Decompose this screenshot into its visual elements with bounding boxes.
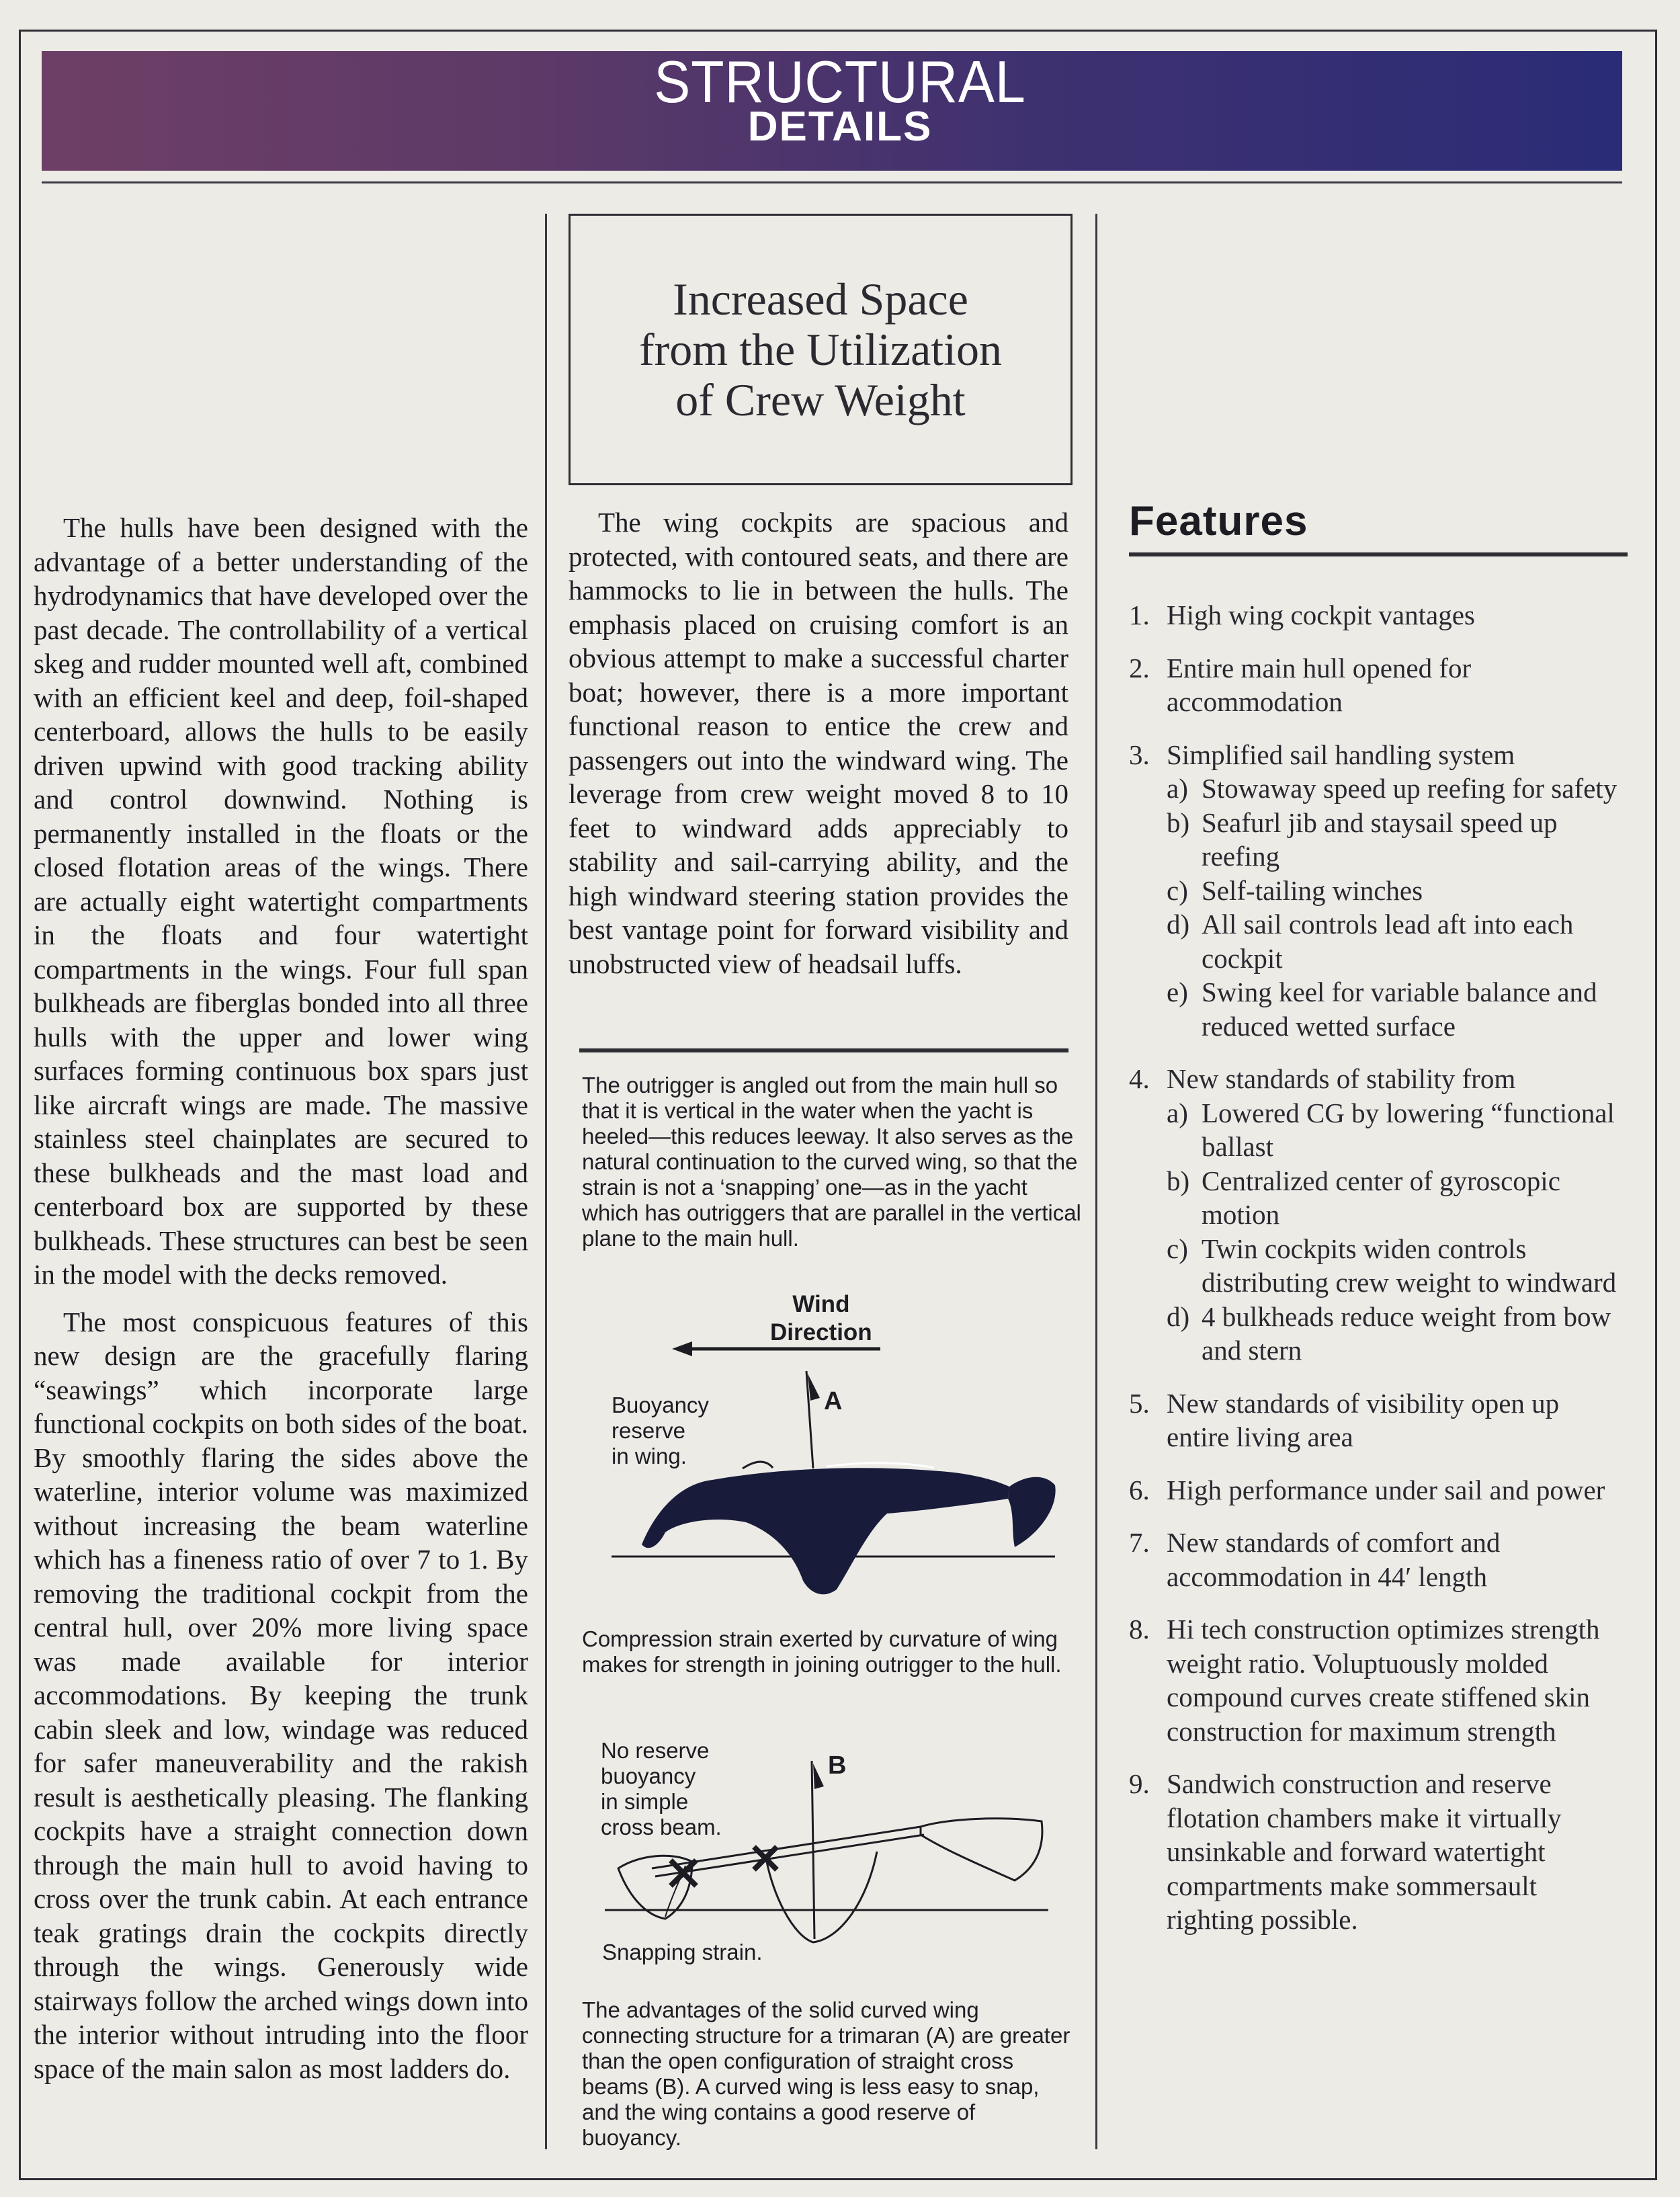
diagram-b-letter: B xyxy=(828,1751,847,1780)
advantages-caption: The advantages of the solid curved wing connecting structure for a trimaran (A) are greater than the open configuration of straight cross beams (B). A curved wing is less easy to snap, and the wing contains a good reserve of buoyancy. xyxy=(582,1997,1070,2150)
column-divider-left xyxy=(545,214,547,2149)
feature-subitem: d) 4 bulkheads reduce weight from bow and stern xyxy=(1167,1300,1611,1366)
sidebar-title-line: Increased Space xyxy=(673,273,968,325)
feature-subitem: b) Centralized center of gyroscopic motion xyxy=(1167,1165,1560,1230)
crew-weight-paragraph: The wing cockpits are spacious and protected, with contoured seats, and there are hammocks to lie in between the hulls. The emphasis placed on cruising comfort is an obvious attempt to make a successful charter boat; however, there is a more important functional reason to entice the crew and passengers out into the windward wing. The leverage from crew weight moved 8 to 10 feet to windward adds appreciably to stability and sail-carrying ability, and the high windward steering station provides the best vantage point for forward visibility and unobstructed view of headsail luffs. xyxy=(569,507,1068,979)
feature-item: 8. Hi tech construction optimizes strength weight ratio. Voluptuously molded compound curves create stiffened skin construction for maximum strength xyxy=(1129,1614,1600,1747)
feature-item: 7. New standards of comfort and accommodation in 44′ length xyxy=(1129,1527,1501,1592)
header-title-structural: STRUCTURAL xyxy=(654,48,1026,115)
hulls-paragraph: The hulls have been designed with the advantage of a better understanding of the hydrodynamics that have developed over the past decade. The controllability of a vertical skeg and rudder mounted well aft, combined with an efficient keel and deep, foil-shaped centerboard, allows the hulls to be easily driven upwind with good tracking ability and control downwind. Nothing is permanently installed in the floats or the closed flotation areas of the wings. There are actually eight watertight compartments in the floats and four watertight compartments in the wings. Four full span bulkheads are fiberglas bonded into all three hulls with the upper and lower wing surfaces forming continuous box spars just like aircraft wings are made. The massive stainless steel chainplates are secured to these bulkheads and the mast load and centerboard box are supported by these bulkheads. These structures can best be seen in the model with the decks removed. xyxy=(34,512,528,1290)
features-list xyxy=(1129,598,1626,1956)
features-rule xyxy=(1129,552,1628,556)
buoyancy-reserve-label: Buoyancy reserve in wing. xyxy=(612,1393,709,1468)
feature-subitem: b) Seafurl jib and staysail speed up reefing xyxy=(1167,806,1558,872)
feature-subitem: a) Lowered CG by lowering “functional ballast xyxy=(1167,1097,1615,1162)
cross-beam-hull-outline xyxy=(605,1761,1048,1942)
no-reserve-label: No reserve buoyancy in simple cross beam. xyxy=(601,1738,722,1839)
feature-item: 9. Sandwich construction and reserve flotation chambers make it virtually unsinkable and forward watertight compartments make sommersault righting possible. xyxy=(1129,1768,1562,1935)
crew-weight-text xyxy=(569,505,1068,981)
sidebar-title-box xyxy=(569,214,1073,485)
snapping-strain-label: Snapping strain. xyxy=(602,1940,763,1964)
feature-item: 6. High performance under sail and power xyxy=(1129,1474,1605,1505)
sidebar-title-line: from the Utilization xyxy=(638,323,1003,375)
outrigger-caption: The outrigger is angled out from the main hull so that it is vertical in the water when the yacht is heeled—this reduces leeway. It also serves as the natural continuation to the curved wing, so that the strain is not a ‘snapping’ one—as in the yacht which has outriggers that are parallel in the vertical plane to the main hull. xyxy=(582,1073,1081,1251)
left-column-text xyxy=(34,511,528,2085)
feature-item: 1. High wing cockpit vantages xyxy=(1129,599,1475,630)
feature-item: 4. New standards of stability from a) Lowered CG by lowering “functional ballast b) Centralized center of gyroscopic motion c) Twin cockpits widen controls distributing crew weight to windward d) 4 bulkheads reduce weight from bow and stern xyxy=(1129,1062,1626,1368)
header-title-details: DETAILS xyxy=(747,103,933,150)
wind-direction-label: Wind Direction xyxy=(770,1291,872,1345)
trimaran-wing-diagram xyxy=(571,1331,1095,1613)
feature-subitem: e) Swing keel for variable balance and reduced wetted surface xyxy=(1167,977,1597,1042)
feature-subitem: d) All sail controls lead aft into each cockpit xyxy=(1167,909,1574,974)
feature-item: 3. Simplified sail handling system a) Stowaway speed up reefing for safety b) Seafurl jib and staysail speed up reefing c) Self-tailing winches d) All sail controls lead aft into each cockpit e) Swing keel for variable balance and reduced wetted surface xyxy=(1129,738,1626,1044)
wind-arrow xyxy=(672,1341,880,1356)
curved-wing-hull-silhouette xyxy=(612,1371,1056,1594)
diagram-a-letter: A xyxy=(824,1387,843,1415)
features-title: Features xyxy=(1129,498,1308,544)
feature-subitem: c) Twin cockpits widen controls distributing crew weight to windward xyxy=(1167,1233,1617,1298)
compression-strain-caption: Compression strain exerted by curvature of wing makes for strength in joining outrigger to the hull. xyxy=(582,1626,1062,1677)
column-divider-right xyxy=(1095,214,1097,2149)
header-rule xyxy=(42,181,1622,183)
feature-item: 5. New standards of visibility open up entire living area xyxy=(1129,1387,1560,1452)
feature-subitem: a) Stowaway speed up reefing for safety xyxy=(1167,773,1618,804)
feature-item: 2. Entire main hull opened for accommodation xyxy=(1129,652,1472,717)
feature-subitem: c) Self-tailing winches xyxy=(1167,874,1423,906)
middle-divider-rule xyxy=(579,1048,1068,1052)
cross-beam-diagram xyxy=(571,1734,1095,1956)
seawings-paragraph: The most conspicuous features of this new design are the gracefully flaring “seawings” which incorporate large functional cockpits on both sides of the boat. By smoothly flaring the sides above the waterline, interior volume was maximized without increasing the beam waterline which has a fineness ratio of over 7 to 1. By removing the traditional cockpit from the central hull, over 20% more living space was made available for interior accommodations. By keeping the trunk cabin sleek and low, windage was reduced for safer maneuverability and the rakish result is aesthetically pleasing. The flanking cockpits have a straight connection down through the main hull to avoid having to cross over the trunk cabin. At each entrance teak gratings drain the cockpits directly through the wings. Generously wide stairways follow the arched wings down into the interior without intruding into the floor space of the main salon as most ladders do. xyxy=(34,1306,528,2084)
sidebar-title-line: of Crew Weight xyxy=(675,374,966,425)
